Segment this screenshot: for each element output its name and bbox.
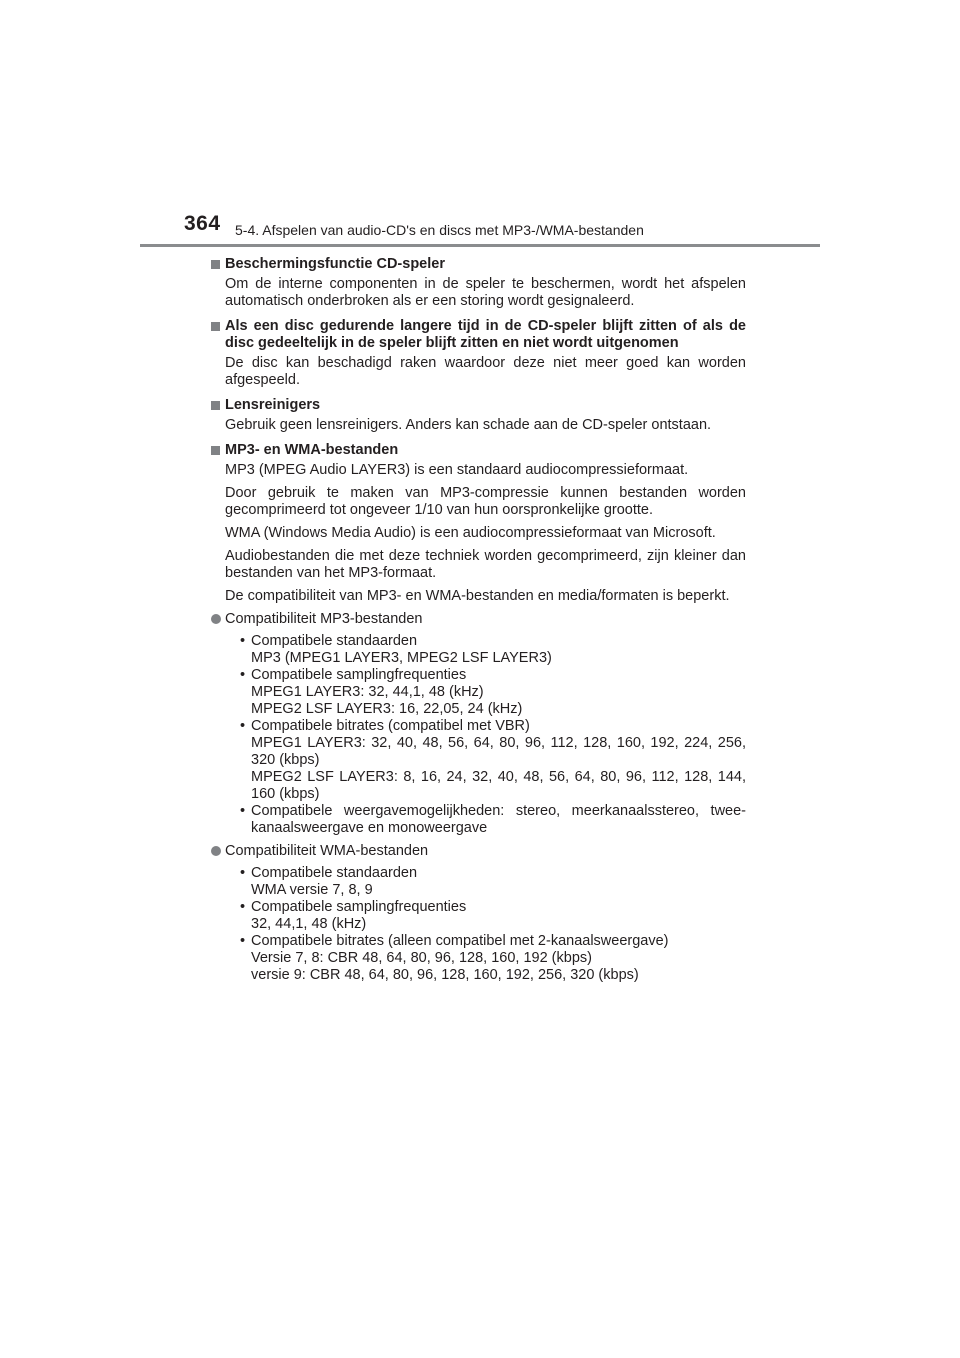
list-item	[240, 667, 746, 718]
section-title: Lensreinigers	[225, 397, 321, 413]
list-item-title: Compatibele samplingfrequenties	[251, 899, 467, 915]
list-item-line: WMA versie 7, 8, 9	[251, 882, 373, 898]
circle-bullet-icon	[211, 614, 221, 624]
section-heading	[210, 318, 746, 352]
section-title: Beschermingsfunctie CD-speler	[225, 256, 445, 272]
list-item-title: Compatibele bitrates (compatibel met VBR)	[251, 718, 530, 734]
list-item-title: Compatibele samplingfrequenties	[251, 667, 467, 683]
bullet-icon: •	[240, 899, 246, 915]
bullet-icon: •	[240, 803, 246, 819]
list-item-line: MPEG1 LAYER3: 32, 40, 48, 56, 64, 80, 96, 112, 128, 160, 192, 224, 256, 320 (kbps)	[251, 735, 746, 768]
wma-compat-heading	[210, 843, 746, 860]
bullet-icon: •	[240, 933, 246, 949]
paragraph: De disc kan beschadigd raken waardoor deze niet meer goed kan worden afgespeeld.	[225, 355, 746, 388]
list-item-line: 32, 44,1, 48 (kHz)	[251, 916, 367, 932]
list-item-title: Compatibele weergavemogelijkheden: stereo, meerkanaalsstereo, twee-kanaalsweergave en monoweergave	[251, 803, 746, 836]
page-content	[210, 256, 746, 984]
paragraph: Audiobestanden die met deze techniek worden gecomprimeerd, zijn kleiner dan bestanden van het MP3-formaat.	[225, 548, 746, 581]
bullet-icon: •	[240, 865, 246, 881]
wma-compat-list	[210, 865, 746, 984]
circle-bullet-icon	[211, 846, 221, 856]
section-heading	[210, 397, 746, 414]
bullet-icon: •	[240, 633, 246, 649]
list-item-line: MP3 (MPEG1 LAYER3, MPEG2 LSF LAYER3)	[251, 650, 552, 666]
list-item-line: MPEG2 LSF LAYER3: 16, 22,05, 24 (kHz)	[251, 701, 523, 717]
bullet-icon: •	[240, 718, 246, 734]
paragraph: Gebruik geen lensreinigers. Anders kan schade aan de CD-speler ontstaan.	[225, 417, 712, 433]
subsection-title: Compatibiliteit WMA-bestanden	[225, 843, 429, 859]
list-item-title: Compatibele standaarden	[251, 865, 418, 881]
section-heading	[210, 442, 746, 459]
square-bullet-icon	[211, 260, 220, 269]
list-item	[240, 633, 746, 667]
page-number: 364	[184, 212, 221, 235]
list-item-line: MPEG2 LSF LAYER3: 8, 16, 24, 32, 40, 48, 56, 64, 80, 96, 112, 128, 144, 160 (kbps)	[251, 769, 746, 802]
list-item	[240, 803, 746, 837]
subsection-title: Compatibiliteit MP3-bestanden	[225, 611, 423, 627]
list-item	[240, 899, 746, 933]
square-bullet-icon	[211, 322, 220, 331]
paragraph: Om de interne componenten in de speler te beschermen, wordt het afspelen automatisch onderbroken als er een storing wordt gesignaleerd.	[225, 276, 746, 309]
list-item-line: Versie 7, 8: CBR 48, 64, 80, 96, 128, 160, 192 (kbps)	[251, 950, 592, 966]
list-item	[240, 865, 746, 899]
mp3-compat-heading	[210, 611, 746, 628]
paragraph: WMA (Windows Media Audio) is een audiocompressieformaat van Microsoft.	[225, 525, 716, 541]
list-item-title: Compatibele standaarden	[251, 633, 418, 649]
bullet-icon: •	[240, 667, 246, 683]
chapter-title: 5-4. Afspelen van audio-CD's en discs met MP3-/WMA-bestanden	[235, 222, 644, 238]
paragraph: Door gebruik te maken van MP3-compressie kunnen bestanden worden gecomprimeerd tot ongeveer 1/10 van hun oorspronkelijke grootte.	[225, 485, 746, 518]
paragraph: MP3 (MPEG Audio LAYER3) is een standaard audiocompressieformaat.	[225, 462, 689, 478]
square-bullet-icon	[211, 401, 220, 410]
list-item	[240, 718, 746, 803]
list-item-title: Compatibele bitrates (alleen compatibel met 2-kanaalsweergave)	[251, 933, 669, 949]
mp3-compat-list	[210, 633, 746, 837]
list-item-line: MPEG1 LAYER3: 32, 44,1, 48 (kHz)	[251, 684, 484, 700]
list-item-line: versie 9: CBR 48, 64, 80, 96, 128, 160, 192, 256, 320 (kbps)	[251, 967, 639, 983]
section-title: Als een disc gedurende langere tijd in de CD-speler blijft zitten of als de disc gedeeltelijk in de speler blijft zitten en niet wordt uitgenomen	[225, 318, 746, 351]
square-bullet-icon	[211, 446, 220, 455]
section-heading	[210, 256, 746, 273]
section-title: MP3- en WMA-bestanden	[225, 442, 399, 458]
header-rule	[140, 244, 820, 247]
list-item	[240, 933, 746, 984]
paragraph: De compatibiliteit van MP3- en WMA-bestanden en media/formaten is beperkt.	[225, 588, 730, 604]
